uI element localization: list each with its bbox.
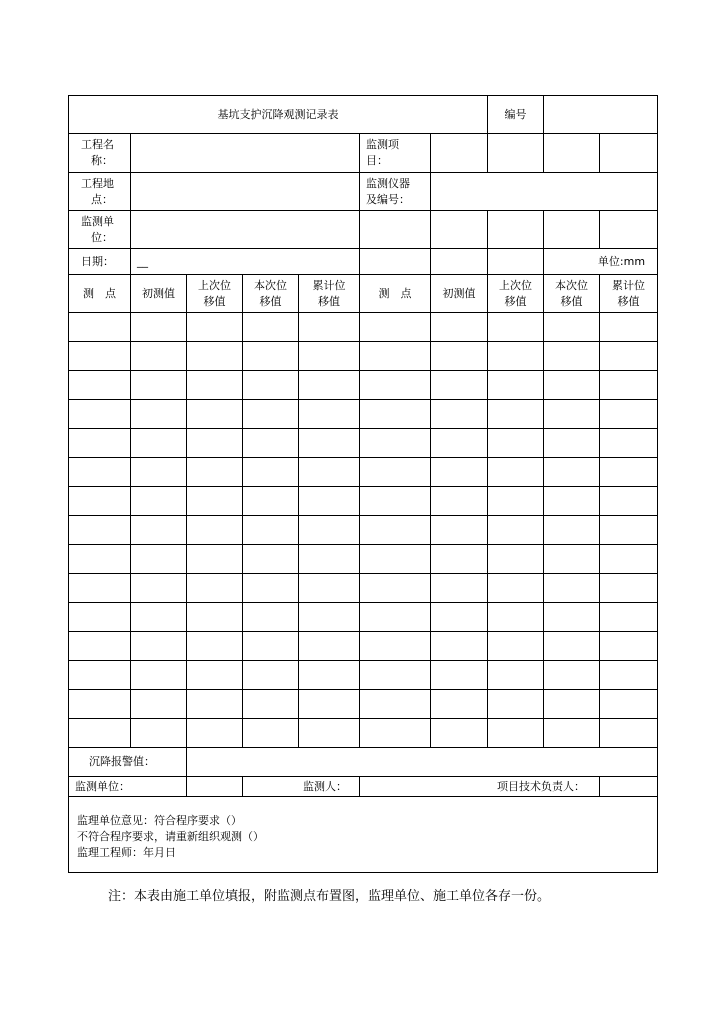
data-cell[interactable] [431,545,488,574]
data-cell[interactable] [243,690,299,719]
data-cell[interactable] [431,371,488,400]
data-cell[interactable] [131,545,187,574]
data-cell[interactable] [131,661,187,690]
data-cell[interactable] [69,574,131,603]
data-cell[interactable] [131,458,187,487]
data-cell[interactable] [243,458,299,487]
data-cell[interactable] [360,661,431,690]
data-cell[interactable] [69,342,131,371]
data-cell[interactable] [600,632,658,661]
data-cell[interactable] [187,545,243,574]
data-row [69,342,658,371]
instrument-field[interactable] [431,173,658,211]
data-row [69,400,658,429]
data-cell[interactable] [431,400,488,429]
data-cell[interactable] [131,371,187,400]
data-cell[interactable] [488,574,544,603]
data-cell[interactable] [187,487,243,516]
data-cell[interactable] [243,661,299,690]
data-cell[interactable] [131,313,187,342]
data-row [69,516,658,545]
data-cell[interactable] [243,371,299,400]
data-row [69,632,658,661]
data-cell[interactable] [544,400,600,429]
data-cell[interactable] [69,661,131,690]
data-cell[interactable] [488,661,544,690]
data-row [69,487,658,516]
data-cell[interactable] [187,690,243,719]
data-cell[interactable] [131,516,187,545]
data-cell[interactable] [69,458,131,487]
data-cell[interactable] [360,400,431,429]
data-cell[interactable] [544,719,600,748]
data-cell[interactable] [360,545,431,574]
col-cum-left: 累计位 移值 [299,275,360,313]
opinion-line-3: 监理工程师：年月日 [77,845,176,859]
project-location-field[interactable] [131,173,360,211]
data-cell[interactable] [488,690,544,719]
data-cell[interactable] [187,632,243,661]
data-row [69,545,658,574]
data-cell[interactable] [488,632,544,661]
data-cell[interactable] [299,516,360,545]
data-cell[interactable] [600,313,658,342]
form-note: 注：本表由施工单位填报，附监测点布置图，监理单位、施工单位各存一份。 [108,889,551,904]
data-cell[interactable] [488,458,544,487]
data-cell[interactable] [131,429,187,458]
unit-label: 单位:mm [544,249,658,275]
monitor-unit-extra-4[interactable] [544,211,600,249]
data-cell[interactable] [360,632,431,661]
monitor-unit-extra-5[interactable] [600,211,658,249]
data-cell[interactable] [360,342,431,371]
data-cell[interactable] [488,400,544,429]
data-cell[interactable] [431,516,488,545]
settlement-record-form [68,95,658,873]
monitor-unit-label: 监测单 位： [69,211,131,249]
data-cell[interactable] [187,313,243,342]
col-last-right: 上次位 移值 [488,275,544,313]
data-cell[interactable] [488,342,544,371]
data-cell[interactable] [299,661,360,690]
data-cell[interactable] [299,574,360,603]
data-cell[interactable] [187,429,243,458]
data-cell[interactable] [360,313,431,342]
data-row [69,603,658,632]
col-initial-right: 初测值 [431,275,488,313]
data-cell[interactable] [600,458,658,487]
data-cell[interactable] [544,574,600,603]
opinion-line-2: 不符合程序要求，请重新组织观测（） [77,829,264,843]
monitor-item-field-1[interactable] [431,134,488,173]
data-cell[interactable] [488,516,544,545]
data-cell[interactable] [360,458,431,487]
data-cell[interactable] [488,313,544,342]
data-cell[interactable] [431,458,488,487]
data-cell[interactable] [299,429,360,458]
data-cell[interactable] [131,400,187,429]
data-cell[interactable] [69,719,131,748]
data-cell[interactable] [299,458,360,487]
monitor-unit-footer-label: 监测单位： [69,777,187,797]
data-cell[interactable] [69,429,131,458]
data-cell[interactable] [544,313,600,342]
data-cell[interactable] [431,429,488,458]
data-cell[interactable] [431,603,488,632]
data-cell[interactable] [600,690,658,719]
data-cell[interactable] [243,516,299,545]
data-cell[interactable] [600,719,658,748]
data-cell[interactable] [243,545,299,574]
data-cell[interactable] [544,661,600,690]
data-cell[interactable] [299,487,360,516]
data-row [69,313,658,342]
data-cell[interactable] [131,342,187,371]
data-cell[interactable] [431,661,488,690]
data-row [69,574,658,603]
data-cell[interactable] [131,719,187,748]
col-initial-left: 初测值 [131,275,187,313]
col-last-left: 上次位 移值 [187,275,243,313]
data-cell[interactable] [69,487,131,516]
data-cell[interactable] [600,574,658,603]
col-point-left: 测 点 [69,275,131,313]
data-cell[interactable] [243,487,299,516]
data-cell[interactable] [431,487,488,516]
data-cell[interactable] [131,487,187,516]
data-cell[interactable] [544,342,600,371]
col-this-left: 本次位 移值 [243,275,299,313]
data-cell[interactable] [544,516,600,545]
form-title: 基坑支护沉降观测记录表 [69,96,488,134]
date-label: 日期： [69,249,131,275]
data-cell[interactable] [600,661,658,690]
data-cell[interactable] [187,371,243,400]
date-row-cell-3 [488,249,544,275]
data-cell[interactable] [187,458,243,487]
monitor-unit-field[interactable] [131,211,360,249]
data-cell[interactable] [69,400,131,429]
data-cell[interactable] [600,400,658,429]
data-cell[interactable] [360,516,431,545]
date-field[interactable]: __ [131,249,360,275]
data-cell[interactable] [431,313,488,342]
project-name-field[interactable] [131,134,360,173]
data-cell[interactable] [243,574,299,603]
monitor-item-field-4[interactable] [600,134,658,173]
data-cell[interactable] [187,661,243,690]
col-cum-right: 累计位 移值 [600,275,658,313]
tech-lead-field[interactable] [600,777,658,797]
monitor-unit-extra-3[interactable] [488,211,544,249]
project-name-label: 工程名 称： [69,134,131,173]
data-cell[interactable] [299,632,360,661]
data-cell[interactable] [488,429,544,458]
supervisor-opinion [69,797,658,873]
data-cell[interactable] [600,516,658,545]
data-cell[interactable] [600,342,658,371]
data-row [69,690,658,719]
data-cell[interactable] [299,603,360,632]
data-row [69,458,658,487]
data-cell[interactable] [488,719,544,748]
data-cell[interactable] [360,574,431,603]
data-cell[interactable] [544,632,600,661]
data-cell[interactable] [187,342,243,371]
data-cell[interactable] [243,603,299,632]
monitor-item-label: 监测项 目： [360,134,431,173]
data-cell[interactable] [243,719,299,748]
data-cell[interactable] [431,632,488,661]
data-cell[interactable] [431,690,488,719]
data-cell[interactable] [69,690,131,719]
data-cell[interactable] [299,545,360,574]
warning-value-field[interactable] [187,748,658,777]
monitor-item-field-2[interactable] [488,134,544,173]
date-row-cell-1 [360,249,431,275]
data-cell[interactable] [187,719,243,748]
data-cell[interactable] [360,429,431,458]
data-cell[interactable] [187,603,243,632]
data-cell[interactable] [243,429,299,458]
data-cell[interactable] [131,574,187,603]
date-row-cell-2 [431,249,488,275]
project-location-label: 工程地 点： [69,173,131,211]
data-cell[interactable] [600,545,658,574]
data-cell[interactable] [544,487,600,516]
data-cell[interactable] [69,313,131,342]
data-cell[interactable] [299,342,360,371]
col-this-right: 本次位 移值 [544,275,600,313]
data-cell[interactable] [544,690,600,719]
monitor-person-label: 监测人： [243,777,360,797]
opinion-line-1: 监理单位意见：符合程序要求（） [77,813,242,827]
data-cell[interactable] [488,371,544,400]
data-cell[interactable] [488,603,544,632]
data-row [69,371,658,400]
data-cell[interactable] [600,371,658,400]
data-cell[interactable] [187,400,243,429]
data-cell[interactable] [360,719,431,748]
data-cell[interactable] [243,313,299,342]
data-cell[interactable] [131,603,187,632]
data-cell[interactable] [360,690,431,719]
monitor-unit-footer-field[interactable] [187,777,243,797]
data-cell[interactable] [187,574,243,603]
data-cell[interactable] [69,632,131,661]
data-cell[interactable] [243,400,299,429]
number-label: 编号 [488,96,544,134]
col-point-right: 测 点 [360,275,431,313]
data-cell[interactable] [600,603,658,632]
data-cell[interactable] [600,487,658,516]
data-cell[interactable] [69,603,131,632]
data-cell[interactable] [488,487,544,516]
data-cell[interactable] [299,313,360,342]
data-cell[interactable] [431,574,488,603]
data-cell[interactable] [131,690,187,719]
data-cell[interactable] [544,371,600,400]
data-cell[interactable] [544,458,600,487]
data-cell[interactable] [360,603,431,632]
data-cell[interactable] [299,400,360,429]
data-cell[interactable] [187,516,243,545]
data-cell[interactable] [360,371,431,400]
data-row [69,429,658,458]
data-cell[interactable] [488,545,544,574]
data-cell[interactable] [544,603,600,632]
data-cell[interactable] [431,719,488,748]
number-field[interactable] [544,96,658,134]
data-cell[interactable] [299,719,360,748]
tech-lead-label: 项目技术负责人： [360,777,600,797]
warning-label: 沉降报警值： [69,748,187,777]
data-cell[interactable] [69,516,131,545]
data-row [69,661,658,690]
data-cell[interactable] [69,545,131,574]
data-cell[interactable] [69,371,131,400]
data-cell[interactable] [360,487,431,516]
data-cell[interactable] [544,545,600,574]
data-cell[interactable] [299,690,360,719]
data-cell[interactable] [243,632,299,661]
instrument-label: 监测仪器 及编号： [360,173,431,211]
data-cell[interactable] [600,429,658,458]
monitor-unit-extra-2[interactable] [431,211,488,249]
data-cell[interactable] [544,429,600,458]
data-cell[interactable] [131,632,187,661]
monitor-unit-extra-1[interactable] [360,211,431,249]
data-row [69,719,658,748]
data-cell[interactable] [299,371,360,400]
data-cell[interactable] [243,342,299,371]
monitor-item-field-3[interactable] [544,134,600,173]
data-cell[interactable] [431,342,488,371]
